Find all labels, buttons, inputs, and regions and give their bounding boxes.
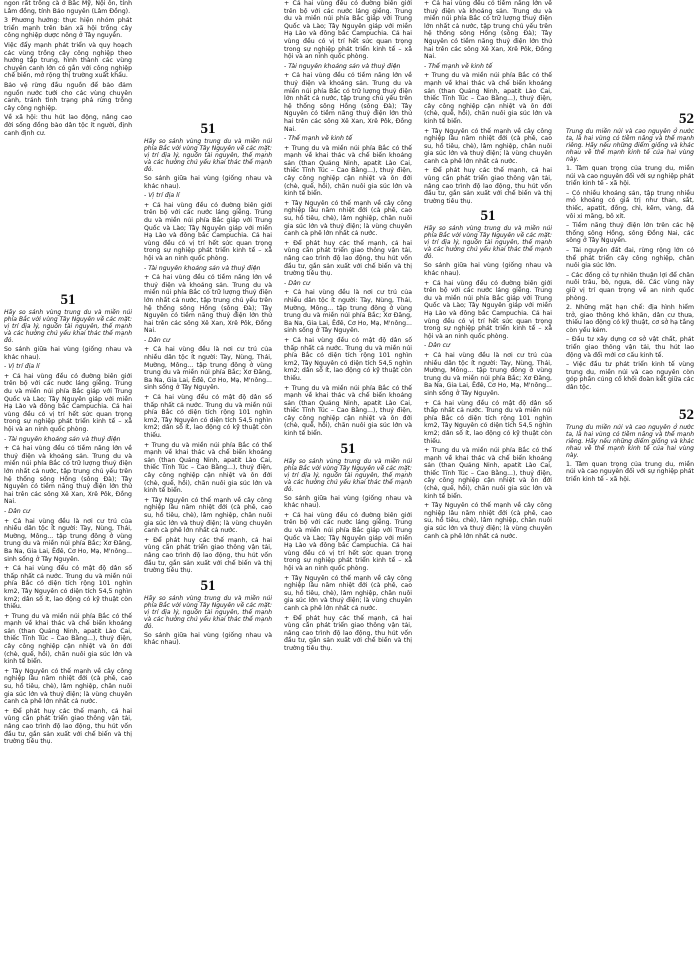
paragraph: + Để phát huy các thế mạnh, cả hai vùng cần phát triển giao thông vận tải, nâng cao trình độ lao động, thu hút vốn đầu tư, gắn sản xuất với chế biến và thị trường tiêu thụ. bbox=[4, 707, 132, 746]
subheading: - Tài nguyên khoáng sản và thuỷ điện bbox=[4, 435, 121, 443]
paragraph: 1. Tâm quan trọng của trung du, miền núi và cao nguyên đối với sự nghiệp phát triển kinh tế - xã hội. bbox=[566, 460, 694, 483]
subheading: - Vị trí địa lí bbox=[144, 192, 180, 200]
section-heading: So sánh giữa hai vùng (giống nhau và khác nhau). bbox=[284, 494, 412, 510]
paragraph: + Cả hai vùng đều là nơi cư trú của nhiều dân tộc ít người: Tày, Nùng, Thái, Mường, Mông... tập trung đông ở vùng trung du và miền núi phía Bắc; Xơ Đăng, Ba Na, Gia Lai, Êđê, Cơ Ho, Mạ, M'nông... sinh sống ở Tây Nguyên. bbox=[4, 517, 132, 563]
paragraph: + Cả hai vùng đều có đường biên giới trên bộ với các nước láng giềng. Trung du và miền núi phía Bắc giáp với Trung Quốc và Lào; Tây Nguyên giáp với miền Hạ Lào và đông bắc Campuchia. Cả hai vùng đều có vị trí hết sức quan trọng trong sự nghiệp phát triển kinh tế – xã hội và an ninh quốc phòng. bbox=[144, 201, 272, 262]
paragraph: + Trung du và miền núi phía Bắc có thế mạnh về khai thác và chế biến khoáng sản (than Quảng Ninh, apatit Lào Cai, thiếc Tĩnh Túc – Cao Bằng...), thuỷ điện, cây công nghiệp cận nhiệt và ôn đới (chè, quế, hồi), chăn nuôi gia súc lớn và kinh tế biển. bbox=[424, 72, 552, 125]
question-number: 51 bbox=[480, 208, 496, 225]
paragraph: + Tây Nguyên có thế mạnh về cây công nghiệp lâu năm nhiệt đới (cà phê, cao su, hồ tiêu, chè), lâm nghiệp, chăn nuôi gia súc lớn và thuỷ điện; là vùng chuyên canh cà phê lớn nhất cả nước. bbox=[144, 496, 272, 535]
paragraph: + Cả hai vùng đều có tiềm năng lớn về thuỷ điện và khoáng sản. Trung du và miền núi phía Bắc có trữ lượng thuỷ điện lớn nhất cả nước, tập trung chủ yếu trên hệ thống sông Hồng (sông Đà); Tây Nguyên có tiềm năng thuỷ điện lớn thứ hai trên các sông Xê Xan, Xrê Pôk, Đồng Nai. bbox=[144, 274, 272, 335]
paragraph: + Cả hai vùng đều có mật độ dân số thấp nhất cả nước. Trung du và miền núi phía Bắc có diện tích rộng 101 nghìn km2, Tây Nguyên có diện tích 54,5 nghìn km2; dân số ít, lao động có kỹ thuật còn thiếu. bbox=[144, 394, 272, 439]
subheading: - Tài nguyên khoáng sản và thuỷ điện bbox=[144, 264, 261, 272]
paragraph: 1. Tâm quan trọng của trung du, miền núi và cao nguyên đối với sự nghiệp phát triển kinh tế - xã hội. bbox=[566, 165, 694, 188]
section-heading: So sánh giữa hai vùng (giống nhau và khác nhau). bbox=[424, 262, 552, 278]
question-text: Hãy so sánh vùng trung du và miền núi phía Bắc với vùng Tây Nguyên về các mặt: vị trí địa lý, nguồn tài nguyên, thế mạnh và các hướng chủ yếu khai thác thế mạnh đó. bbox=[144, 594, 272, 630]
paragraph: + Để phát huy các thế mạnh, cả hai vùng cần phát triển giao thông vận tải, nâng cao trình độ lao động, thu hút vốn đầu tư, gắn sản xuất với chế biến và thị trường tiêu thụ. bbox=[284, 614, 412, 652]
question-text: Hãy so sánh vùng trung du và miền núi phía Bắc với vùng Tây Nguyên về các mặt: vị trí địa lý, nguồn tài nguyên, thế mạnh và các hướng chủ yếu khai thác thế mạnh đó. bbox=[424, 225, 552, 261]
subheading: - Thế mạnh về kinh tế bbox=[284, 135, 353, 143]
question-number: 51 bbox=[200, 121, 216, 137]
paragraph: + Tây Nguyên có thế mạnh về cây công nghiệp lâu năm nhiệt đới (cà phê, cao su, hồ tiêu, chè), lâm nghiệp, chăn nuôi gia súc lớn và thuỷ điện; là vùng chuyên canh cà phê lớn nhất cả nước. bbox=[424, 502, 552, 540]
paragraph: Về xã hội: thu hút lao động, nâng cao đời sống đồng bào dân tộc ít người, định canh định cư. bbox=[4, 114, 132, 137]
paragraph: + Trung du và miền núi phía Bắc có thế mạnh về khai thác và chế biến khoáng sản (than Quảng Ninh, apatit Lào Cai, thiếc Tĩnh Túc – Cao Bằng...), thuỷ điện, cây công nghiệp cận nhiệt và ôn đới (chè, quế, hồi), chăn nuôi gia súc lớn và kinh tế biển. bbox=[144, 441, 272, 495]
paragraph: + Trung du và miền núi phía Bắc có thế mạnh về khai thác và chế biến khoáng sản (than Quảng Ninh, apatit Lào Cai, thiếc Tĩnh Túc – Cao Bằng...), thuỷ điện, cây công nghiệp cận nhiệt và ôn đới (chè, quế, hồi), chăn nuôi gia súc lớn và kinh tế biển. bbox=[284, 384, 412, 438]
paragraph: – Tài nguyên đất đai, rừng rộng lớn có thể phát triển cây công nghiệp, chăn nuôi gia súc lớn. bbox=[566, 246, 694, 270]
paragraph: + Trung du và miền núi phía Bắc có thế mạnh về khai thác và chế biến khoáng sản (than Quảng Ninh, apatit Lào Cai, thiếc Tĩnh Túc – Cao Bằng...), thuỷ điện, cây công nghiệp cận nhiệt và ôn đới (chè, quế, hồi), chăn nuôi gia súc lớn và kinh tế biển. bbox=[284, 144, 412, 198]
paragraph: – Có nhiều khoáng sản, tập trung nhiều mỏ khoáng có giá trị như than, sắt, thiếc, apatit, đồng, chì, kẽm, vàng, đá vôi xi măng, bô xít. bbox=[566, 189, 694, 220]
column-1 bbox=[4, 0, 132, 960]
paragraph: + Trung du và miền núi phía Bắc có thế mạnh về khai thác và chế biến khoáng sản (than Quảng Ninh, apatit Lào Cai, thiếc Tĩnh Túc – Cao Bằng...), thuỷ điện, cây công nghiệp cận nhiệt và ôn đới (chè, quế, hồi), chăn nuôi gia súc lớn và kinh tế biển. bbox=[424, 447, 552, 500]
paragraph: + Tây Nguyên có thế mạnh về cây công nghiệp lâu năm nhiệt đới (cà phê, cao su, hồ tiêu, chè), lâm nghiệp, chăn nuôi gia súc lớn và thuỷ điện; là vùng chuyên canh cà phê lớn nhất cả nước. bbox=[424, 127, 552, 165]
subheading: - Dân cư bbox=[424, 342, 450, 350]
subheading: - Dân cư bbox=[144, 336, 170, 344]
paragraph: + Cả hai vùng đều có đường biên giới trên bộ với các nước láng giềng. Trung du và miền núi phía Bắc giáp với Trung Quốc và Lào; Tây Nguyên giáp với miền Hạ Lào và đông bắc Campuchia. Cả hai vùng đều có vị trí hết sức quan trọng trong sự nghiệp phát triển kinh tế – xã hội và an ninh quốc phòng. bbox=[4, 372, 132, 434]
paragraph: + Cả hai vùng đều có đường biên giới trên bộ với các nước láng giềng. Trung du và miền núi phía Bắc giáp với Trung Quốc và Lào; Tây Nguyên giáp với miền Hạ Lào và đông bắc Campuchia. Cả hai vùng đều có vị trí hết sức quan trọng trong sự nghiệp phát triển kinh tế – xã hội và an ninh quốc phòng. bbox=[284, 0, 412, 61]
column-2 bbox=[144, 0, 272, 960]
question-text: Trung du miền núi và cao nguyên ở nước ta, là hai vùng có tiềm năng và thế mạnh riêng. Hãy nêu những điểm giống và khác nhau về thế mạnh kinh tế của hai vùng này. bbox=[566, 423, 694, 459]
paragraph: + Tây Nguyên có thế mạnh về cây công nghiệp lâu năm nhiệt đới (cà phê, cao su, hồ tiêu, chè), lâm nghiệp, chăn nuôi gia súc lớn và thuỷ điện; là vùng chuyên canh cà phê lớn nhất cả nước. bbox=[284, 574, 412, 612]
question-text: Hãy so sánh vùng trung du và miền núi phía Bắc với vùng Tây Nguyên về các mặt: vị trí địa lý, nguồn tài nguyên, thế mạnh và các hướng chủ yếu khai thác thế mạnh đó. bbox=[4, 309, 132, 345]
question-text: Hãy so sánh vùng trung du và miền núi phía Bắc với vùng Tây Nguyên về các mặt: vị trí địa lý, nguồn tài nguyên, thế mạnh và các hướng chủ yếu khai thác thế mạnh đó. bbox=[144, 138, 272, 173]
section-heading: So sánh giữa hai vùng (giống nhau và khác nhau). bbox=[144, 631, 272, 647]
paragraph: + Cả hai vùng đều có mật độ dân số thấp nhất cả nước. Trung du và miền núi phía Bắc có diện tích rộng 101 nghìn km2, Tây Nguyên có diện tích 54,5 nghìn km2; dân số ít, lao động có kỹ thuật còn thiếu. bbox=[284, 336, 412, 382]
subheading: - Thế mạnh về kinh tế bbox=[424, 62, 493, 70]
paragraph: + Cả hai vùng đều có đường biên giới trên bộ với các nước láng giềng. Trung du và miền núi phía Bắc giáp với Trung Quốc và Lào; Tây Nguyên giáp với miền Hạ Lào và đông bắc Campuchia. Cả hai vùng đều có vị trí hết sức quan trọng trong sự nghiệp phát triển kinh tế – xã hội và an ninh quốc phòng. bbox=[424, 279, 552, 340]
section-heading: So sánh giữa hai vùng (giống nhau và khác nhau). bbox=[144, 175, 272, 190]
paragraph: + Cả hai vùng đều là nơi cư trú của nhiều dân tộc ít người: Tày, Nùng, Thái, Mường, Mông... tập trung đông ở vùng trung du và miền núi phía Bắc; Xơ Đăng, Ba Na, Gia Lai, Êđê, Cơ Ho, Mạ, M'nông... sinh sống ở Tây Nguyên. bbox=[424, 351, 552, 397]
paragraph: + Cả hai vùng đều có tiềm năng lớn về thuỷ điện và khoáng sản. Trung du và miền núi phía Bắc có trữ lượng thuỷ điện lớn nhất cả nước, tập trung chủ yếu trên hệ thống sông Hồng (sông Đà); Tây Nguyên có tiềm năng thuỷ điện lớn thứ hai trên các sông Xê Xan, Xrê Pôk, Đồng Nai. bbox=[284, 72, 412, 133]
paragraph: 3 Phương hướng: thực hiện nhóm phát triển mạnh trên bản xã hội trồng cây công nghiệp dược nông ở Tây nguyên. bbox=[4, 17, 132, 40]
question-number: 51 bbox=[200, 577, 216, 594]
paragraph: + Cả hai vùng đều là nơi cư trú của nhiều dân tộc ít người: Tày, Nùng, Thái, Mường, Mông... tập trung đông ở vùng trung du và miền núi phía Bắc; Xơ Đăng, Ba Na, Gia Lai, Êđê, Cơ Ho, Mạ, M'nông... sinh sống ở Tây Nguyên. bbox=[144, 346, 272, 392]
paragraph: + Tây Nguyên có thế mạnh về cây công nghiệp lâu năm nhiệt đới (cà phê, cao su, hồ tiêu, chè), lâm nghiệp, chăn nuôi gia súc lớn và thuỷ điện; là vùng chuyên canh cà phê lớn nhất cả nước. bbox=[4, 667, 132, 706]
paragraph: + Tây Nguyên có thế mạnh về cây công nghiệp lâu năm nhiệt đới (cà phê, cao su, hồ tiêu, chè), lâm nghiệp, chăn nuôi gia súc lớn và thuỷ điện; là vùng chuyên canh cà phê lớn nhất cả nước. bbox=[284, 199, 412, 238]
subheading: - Vị trí địa lí bbox=[4, 363, 40, 371]
subheading: - Tài nguyên khoáng sản và thuỷ điện bbox=[284, 62, 401, 70]
paragraph: + Trung du và miền núi phía Bắc có thế mạnh về khai thác và chế biến khoáng sản (than Quảng Ninh, apatit Lào Cai, thiếc Tĩnh Túc – Cao Bằng...), thuỷ điện, cây công nghiệp cận nhiệt và ôn đới (chè, quế, hồi), chăn nuôi gia súc lớn và kinh tế biển. bbox=[4, 612, 132, 666]
paragraph: ngon rất trồng cà ở Bắc Mỹ, Nội ôn, tính Lâm đồng, tính Bảo nguyên (Lâm Đồng). bbox=[4, 0, 132, 15]
paragraph: + Cả hai vùng đều có mật độ dân số thấp nhất cả nước. Trung du và miền núi phía Bắc có diện tích rộng 101 nghìn km2, Tây Nguyên có diện tích 54,5 nghìn km2; dân số ít, lao động có kỹ thuật còn thiếu. bbox=[4, 565, 132, 611]
column-3 bbox=[284, 0, 412, 960]
paragraph: – Đầu tư xây dựng cơ sở vật chất, phát triển giao thông vận tải, thu hút lao động và đổi mới cơ cấu kinh tế. bbox=[566, 336, 694, 359]
paragraph: + Để phát huy các thế mạnh, cả hai vùng cần phát triển giao thông vận tải, nâng cao trình độ lao động, thu hút vốn đầu tư, gắn sản xuất với chế biến và thị trường tiêu thụ. bbox=[424, 167, 552, 205]
paragraph: + Cả hai vùng đều là nơi cư trú của nhiều dân tộc ít người: Tày, Nùng, Thái, Mường, Mông... tập trung đông ở vùng trung du và miền núi phía Bắc; Xơ Đăng, Ba Na, Gia Lai, Êđê, Cơ Ho, Mạ, M'nông... sinh sống ở Tây Nguyên. bbox=[284, 289, 412, 335]
paragraph: + Cả hai vùng đều có tiềm năng lớn về thuỷ điện và khoáng sản. Trung du và miền núi phía Bắc có trữ lượng thuỷ điện lớn nhất cả nước, tập trung chủ yếu trên hệ thống sông Hồng (sông Đà); Tây Nguyên có tiềm năng thuỷ điện lớn thứ hai trên các sông Xê Xan, Xrê Pôk, Đồng Nai. bbox=[424, 0, 552, 61]
paragraph: – Tiềm năng thuỷ điện lớn trên các hệ thống sông Hồng, sông Đồng Nai, các sông ở Tây Nguyên. bbox=[566, 222, 694, 245]
paragraph: + Cả hai vùng đều có mật độ dân số thấp nhất cả nước. Trung du và miền núi phía Bắc có diện tích rộng 101 nghìn km2, Tây Nguyên có diện tích 54,5 nghìn km2; dân số ít, lao động có kỹ thuật còn thiếu. bbox=[424, 399, 552, 445]
question-number: 51 bbox=[340, 440, 356, 457]
subheading: - Dân cư bbox=[4, 507, 30, 515]
column-5 bbox=[566, 0, 694, 960]
question-text: Hãy so sánh vùng trung du và miền núi phía Bắc với vùng Tây Nguyên về các mặt: vị trí địa lý, nguồn tài nguyên, thế mạnh và các hướng chủ yếu khai thác thế mạnh đó. bbox=[284, 457, 412, 493]
column-4 bbox=[424, 0, 552, 960]
paragraph: + Để phát huy các thế mạnh, cả hai vùng cần phát triển giao thông vận tải, nâng cao trình độ lao động, thu hút vốn đầu tư, gắn sản xuất với chế biến và thị trường tiêu thụ. bbox=[144, 536, 272, 575]
subheading: - Dân cư bbox=[284, 279, 310, 287]
paragraph: – Các đồng cỏ tự nhiên thuận lợi để chăn nuôi trâu, bò, ngựa, dê. Các vùng này giữ vị trí quan trọng về an ninh quốc phòng. bbox=[566, 271, 694, 302]
paragraph: 2. Những mặt hạn chế: địa hình hiểm trở, giao thông khó khăn, dân cư thưa, thiếu lao động có kỹ thuật, cơ sở hạ tầng còn yếu kém. bbox=[566, 304, 694, 334]
paragraph: + Cả hai vùng đều có đường biên giới trên bộ với các nước láng giềng. Trung du và miền núi phía Bắc giáp với Trung Quốc và Lào; Tây Nguyên giáp với miền Hạ Lào và đông bắc Campuchia. Cả hai vùng đều có vị trí hết sức quan trọng trong sự nghiệp phát triển kinh tế – xã hội và an ninh quốc phòng. bbox=[284, 511, 412, 572]
paragraph: Việc đẩy mạnh phát triển và quy hoạch các vùng trồng cây công nghiệp theo hướng tập trung, hình thành các vùng chuyên canh lớn có gắn với công nghiệp chế biến, mở rộng thị trường xuất khẩu. bbox=[4, 41, 132, 80]
paragraph: – Việc đầu tư phát triển kinh tế vùng trung du, miền núi và cao nguyên còn góp phần củng cố khối đoàn kết giữa các dân tộc. bbox=[566, 361, 694, 392]
question-number: 52 bbox=[679, 406, 694, 423]
paragraph: + Cả hai vùng đều có tiềm năng lớn về thuỷ điện và khoáng sản. Trung du và miền núi phía Bắc có trữ lượng thuỷ điện lớn nhất cả nước, tập trung chủ yếu trên hệ thống sông Hồng (sông Đà); Tây Nguyên có tiềm năng thuỷ điện lớn thứ hai trên các sông Xê Xan, Xrê Pôk, Đồng Nai. bbox=[4, 445, 132, 506]
question-number: 52 bbox=[679, 111, 694, 127]
paragraph: Bảo vệ rừng đầu nguồn để bảo đảm nguồn nước tưới cho các vùng chuyên canh, tránh tình trạng phá rừng trồng cây công nghiệp. bbox=[4, 81, 132, 112]
question-text: Trung du miền núi và cao nguyên ở nước ta, là hai vùng có tiềm năng và thế mạnh riêng. Hãy nêu những điểm giống và khác nhau về thế mạnh kinh tế của hai vùng này. bbox=[566, 128, 694, 163]
paragraph: + Để phát huy các thế mạnh, cả hai vùng cần phát triển giao thông vận tải, nâng cao trình độ lao động, thu hút vốn đầu tư, gắn sản xuất với chế biến và thị trường tiêu thụ. bbox=[284, 239, 412, 278]
question-number: 51 bbox=[60, 292, 76, 309]
section-heading: So sánh giữa hai vùng (giống nhau và khác nhau). bbox=[4, 346, 132, 361]
